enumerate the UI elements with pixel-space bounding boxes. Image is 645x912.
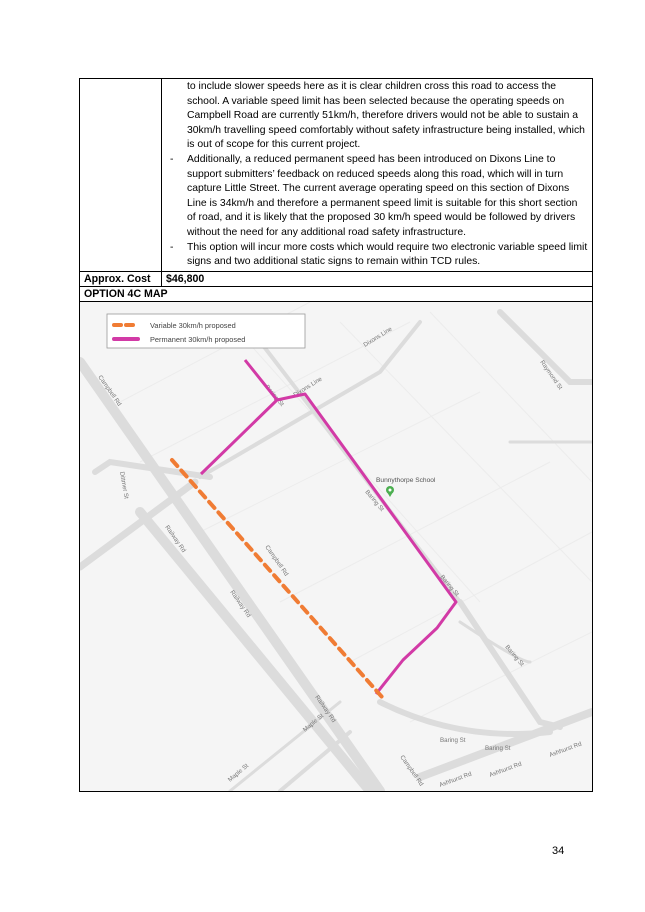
continuation-paragraph: to include slower speeds here as it is clear children cross this road to access the school. A variable speed limit has been selected because the operating speeds on Campbell Road are currently 51km/h, therefore drivers would not be able to sustain a 30km/h travelling speed comfortably without safety infrastructure being installed, which is out of scope for this current project. <box>187 81 585 151</box>
cost-label: Approx. Cost <box>80 271 162 286</box>
bullet-text: Additionally, a reduced permanent speed has been introduced on Dixons Line to support submitters’ feedback on reduced speeds along this road, which will in turn capture Little Street. The current average operating speed on this section of Dixons Line is 34km/h and therefore a permanent speed limit is suitable for this short section of road, and it is likely that the proposed 30 km/h speed would be followed by drivers without the need for any additional road safety infrastructure. <box>187 153 578 238</box>
bullet-item <box>166 153 588 241</box>
label-railway-rd: Railway Rd <box>163 523 188 554</box>
map-cell <box>80 301 593 791</box>
option-map <box>80 302 592 791</box>
label-dixons-line: Dixons Line <box>362 325 394 349</box>
label-ashhurst-rd: Ashhurst Rd <box>438 770 473 789</box>
bullet-dash: - <box>170 153 174 165</box>
label-campbell-rd: Campbell Rd <box>263 543 290 578</box>
label-baring-st: Baring St <box>363 488 386 513</box>
label-raymond-st: Raymond St <box>538 358 564 391</box>
empty-label-cell <box>80 79 162 272</box>
map-title: OPTION 4C MAP <box>80 286 593 301</box>
legend-permanent-label: Permanent 30km/h proposed <box>150 334 246 344</box>
page-number: 34 <box>552 845 565 857</box>
description-cell <box>162 79 593 272</box>
label-ashhurst-rd: Ashhurst Rd <box>548 740 583 759</box>
label-railway-rd: Railway Rd <box>228 588 253 619</box>
bullet-item <box>166 241 588 270</box>
option-table <box>79 78 593 792</box>
label-maple-st: Maple St <box>226 762 250 784</box>
label-dittmer-st: Dittmer St <box>118 470 130 500</box>
label-dixons-line: Dixons Line <box>292 375 324 399</box>
label-baring-st: Baring St <box>485 744 511 752</box>
bullet-dash: - <box>170 241 174 253</box>
label-baring-st: Baring St <box>438 573 461 598</box>
bullet-text: This option will incur more costs which would require two electronic variable speed limit signs and two additional static signs to remain within TCD rules. <box>187 241 588 268</box>
label-ashhurst-rd: Ashhurst Rd <box>488 760 523 779</box>
map-legend <box>107 314 305 348</box>
cost-value: $46,800 <box>162 271 593 286</box>
label-campbell-rd: Campbell Rd <box>96 373 123 408</box>
label-baring-st: Baring St <box>263 383 286 408</box>
label-campbell-rd: Campbell Rd <box>398 753 425 788</box>
label-school: Bunnythorpe School <box>376 476 436 484</box>
label-baring-st: Baring St <box>440 736 466 744</box>
label-baring-st: Baring St <box>503 643 526 668</box>
legend-variable-label: Variable 30km/h proposed <box>150 320 236 330</box>
label-railway-rd: Railway Rd <box>313 693 338 724</box>
label-maple-st: Maple St <box>301 712 325 734</box>
